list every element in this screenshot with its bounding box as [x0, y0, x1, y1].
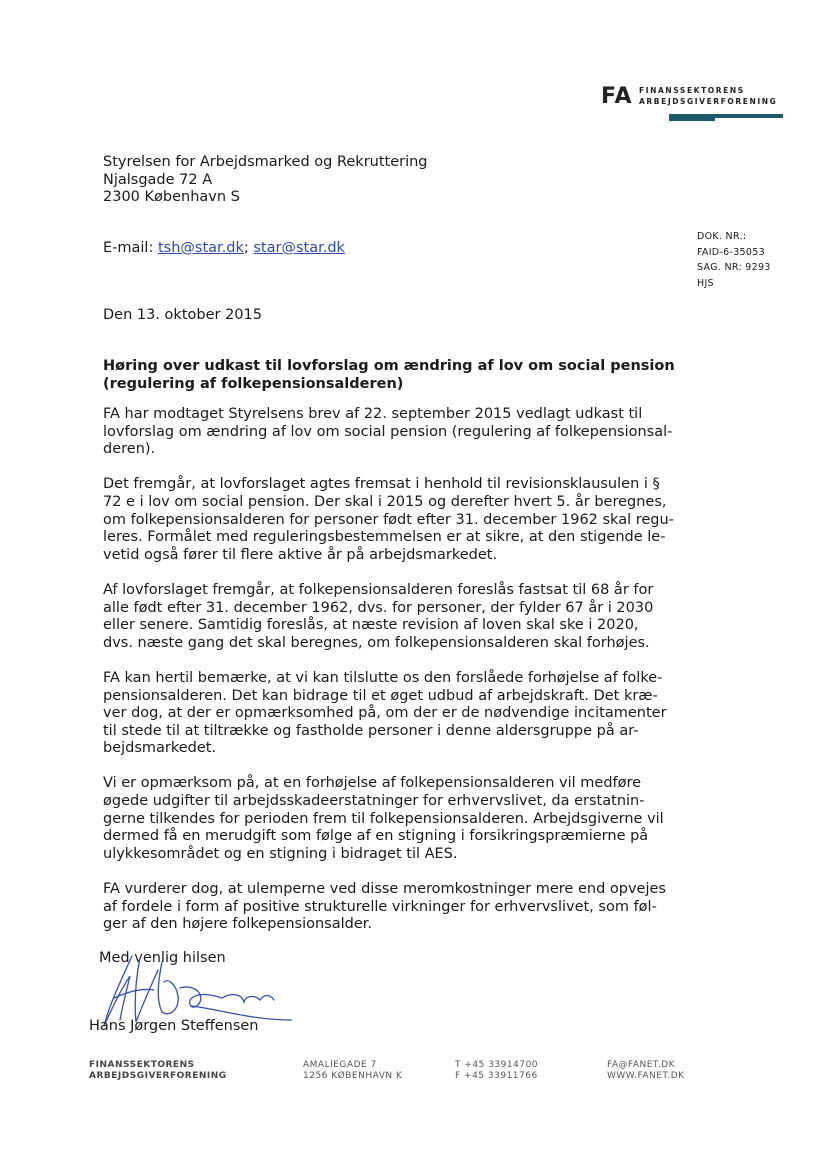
footer-phone: T +45 33914700 — [455, 1060, 539, 1070]
footer-org-line-1: FINANSSEKTORENS — [89, 1060, 195, 1070]
logo-bar-accent — [669, 118, 715, 121]
body-line: lovforslag om ændring af lov om social pension (regulering af folkepensionsal- — [103, 423, 673, 440]
body-line: øgede udgifter til arbejdsskadeerstatninger for erhvervslivet, da erstatnin- — [103, 793, 645, 810]
paragraph — [103, 406, 673, 459]
body-line: alle født efter 31. december 1962, dvs. for personer, der fylder 67 år i 2030 — [103, 599, 654, 616]
doc-number-label: DOK. NR.: — [697, 231, 747, 242]
body-line: vetid også fører til flere aktive år på arbejdsmarkedet. — [103, 546, 498, 563]
fa-logo — [601, 84, 791, 128]
footer-street: AMALIEGADE 7 — [303, 1060, 377, 1070]
body-line: Det fremgår, at lovforslaget agtes fremsat i henhold til revisionsklausulen i § — [103, 476, 660, 493]
doc-number: FAID-6-35053 — [697, 246, 765, 258]
case-number: SAG. NR: 9293 — [697, 262, 771, 273]
logo-line-2: ARBEJDSGIVERFORENING — [639, 97, 778, 106]
body-line: dvs. næste gang det skal beregnes, om folkepensionsalderen skal forhøjes. — [103, 634, 650, 651]
document-reference — [697, 229, 771, 291]
body-line: 72 e i lov om social pension. Der skal i 2015 og derefter hvert 5. år beregnes, — [103, 493, 667, 510]
paragraph — [103, 881, 666, 934]
body-line: om folkepensionsalderen for personer født efter 31. december 1962 skal regu- — [103, 511, 674, 528]
footer-city: 1256 KØBENHAVN K — [303, 1071, 403, 1081]
logo-mark: FA — [601, 84, 633, 109]
closing-greeting: Med venlig hilsen — [99, 950, 226, 966]
body-line: bejdsmarkedet. — [103, 740, 217, 757]
letter-subject — [103, 358, 675, 393]
footer-address — [303, 1060, 402, 1082]
body-line: ver dog, at der er opmærksomhed på, om der er de nødvendige incitamenter — [103, 705, 667, 722]
body-line: eller senere. Samtidig foreslås, at næste revision af loven skal ske i 2020, — [103, 617, 639, 634]
footer-website[interactable]: WWW.FANET.DK — [607, 1071, 685, 1081]
body-line: gerne tilkendes for perioden frem til folkepensionsalderen. Arbejdsgiverne vil — [103, 810, 664, 827]
body-line: af fordele i form af positive strukturelle virkninger for erhvervslivet, som føl- — [103, 898, 657, 915]
body-line: FA vurderer dog, at ulemperne ved disse meromkostninger mere end opvejes — [103, 881, 666, 898]
letter-date: Den 13. oktober 2015 — [103, 307, 262, 323]
initials: HJS — [697, 277, 714, 289]
body-line: FA har modtaget Styrelsens brev af 22. september 2015 vedlagt udkast til — [103, 406, 643, 422]
recipient-line-3: 2300 København S — [103, 189, 240, 205]
body-line: deren). — [103, 441, 156, 458]
body-line: leres. Formålet med reguleringsbestemmelsen er at sikre, at den stigende le- — [103, 529, 666, 546]
paragraph — [103, 669, 667, 758]
email-link-star[interactable]: star@star.dk — [253, 240, 345, 256]
email-link-tsh[interactable]: tsh@star.dk — [157, 240, 244, 256]
paragraph — [103, 775, 663, 863]
recipient-line-2: Njalsgade 72 A — [103, 171, 213, 188]
logo-line-1: FINANSSEKTORENS — [639, 86, 745, 95]
body-line: dermed få en merudgift som følge af en stigning i forsikringspræmierne på — [103, 828, 649, 845]
footer-contact — [455, 1060, 538, 1082]
footer-org-line-2: ARBEJDSGIVERFORENING — [89, 1071, 227, 1081]
body-line: ger af den højere folkepensionsalder. — [103, 916, 373, 933]
footer-email[interactable]: FA@FANET.DK — [607, 1060, 676, 1070]
paragraph — [103, 582, 663, 652]
letter-body — [103, 406, 674, 951]
footer-online — [607, 1060, 685, 1082]
subject-line-1: Høring over udkast til lovforslag om ændring af lov om social pension — [103, 358, 675, 374]
email-label: E-mail: — [103, 240, 158, 256]
email-line — [103, 240, 345, 256]
body-line: FA kan hertil bemærke, at vi kan tilslutte os den forslåede forhøjelse af folke- — [103, 669, 663, 686]
email-separator: ; — [243, 240, 254, 256]
footer-fax: F +45 33911766 — [455, 1071, 538, 1081]
body-line: Af lovforslaget fremgår, at folkepensionsalderen foreslås fastsat til 68 år for — [103, 581, 654, 598]
recipient-line-1: Styrelsen for Arbejdsmarked og Rekruttering — [103, 154, 428, 170]
body-line: pensionsalderen. Det kan bidrage til et øget udbud af arbejdskraft. Det kræ- — [103, 687, 658, 704]
body-line: ulykkesområdet og en stigning i bidraget til AES. — [103, 845, 458, 862]
body-line: Vi er opmærksom på, at en forhøjelse af folkepensionsalderen vil medføre — [103, 775, 642, 792]
body-line: til stede til at tiltrække og fastholde personer i denne aldersgruppe på ar- — [103, 722, 639, 739]
recipient-address — [103, 154, 428, 207]
signatory-name: Hans Jørgen Steffensen — [89, 1018, 259, 1034]
footer-organization — [89, 1060, 227, 1082]
paragraph — [103, 476, 674, 564]
subject-line-2: (regulering af folkepensionsalderen) — [103, 375, 404, 392]
